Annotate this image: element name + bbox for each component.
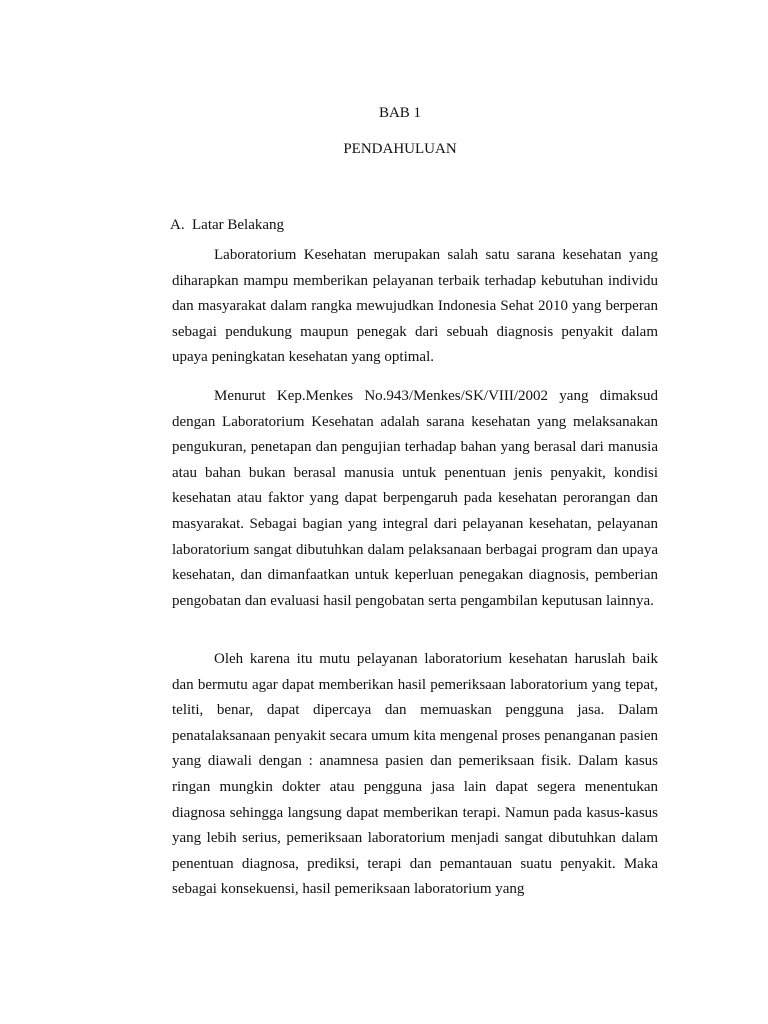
section-title: Latar Belakang bbox=[192, 217, 285, 233]
paragraph-2: Menurut Kep.Menkes No.943/Menkes/SK/VIII/2002 yang dimaksud dengan Laboratorium Kesehatan adalah sarana kesehatan yang melaksanakan pengukuran, penetapan dan pengujian terhadap bahan yang berasal dari manusia atau bahan bukan berasal manusia untuk penentuan jenis penyakit, kondisi kesehatan atau faktor yang dapat berpengaruh pada kesehatan perorangan dan masyarakat. Sebagai bagian yang integral dari pelayanan kesehatan, pelayanan laboratorium sangat dibutuhkan dalam pelaksanaan berbagai program dan upaya kesehatan, dan dimanfaatkan untuk keperluan penegakan diagnosis, pemberian pengobatan dan evaluasi hasil pengobatan serta pengambilan keputusan lainnya. bbox=[172, 388, 658, 609]
section-marker: A. bbox=[170, 217, 185, 233]
chapter-number: BAB 1 bbox=[378, 105, 422, 121]
paragraph-3: Oleh karena itu mutu pelayanan laboratorium kesehatan haruslah baik dan bermutu agar dapat memberikan hasil pemeriksaan laboratorium yang tepat, teliti, benar, dapat dipercaya dan memuaskan pengguna jasa. Dalam penatalaksanaan penyakit secara umum kita mengenal proses penanganan pasien yang diawali dengan : anamnesa pasien dan pemeriksaan fisik. Dalam kasus ringan mungkin dokter atau pengguna jasa lain dapat segera menentukan diagnosa sehingga langsung dapat memberikan terapi. Namun pada kasus-kasus yang lebih serius, pemeriksaan laboratorium menjadi sangat dibutuhkan dalam penentuan diagnosa, prediksi, terapi dan pemantauan suatu penyakit. Maka sebagai konsekuensi, hasil pemeriksaan laboratorium yang bbox=[172, 651, 658, 898]
chapter-title: PENDAHULUAN bbox=[343, 141, 457, 157]
section-heading bbox=[170, 215, 284, 235]
paragraph-1: Laboratorium Kesehatan merupakan salah satu sarana kesehatan yang diharapkan mampu memberikan pelayanan terbaik terhadap kebutuhan individu dan masyarakat dalam rangka mewujudkan Indonesia Sehat 2010 yang berperan sebagai pendukung maupun penegak dari sebuah diagnosis penyakit dalam upaya peningkatan kesehatan yang optimal. bbox=[172, 247, 658, 366]
